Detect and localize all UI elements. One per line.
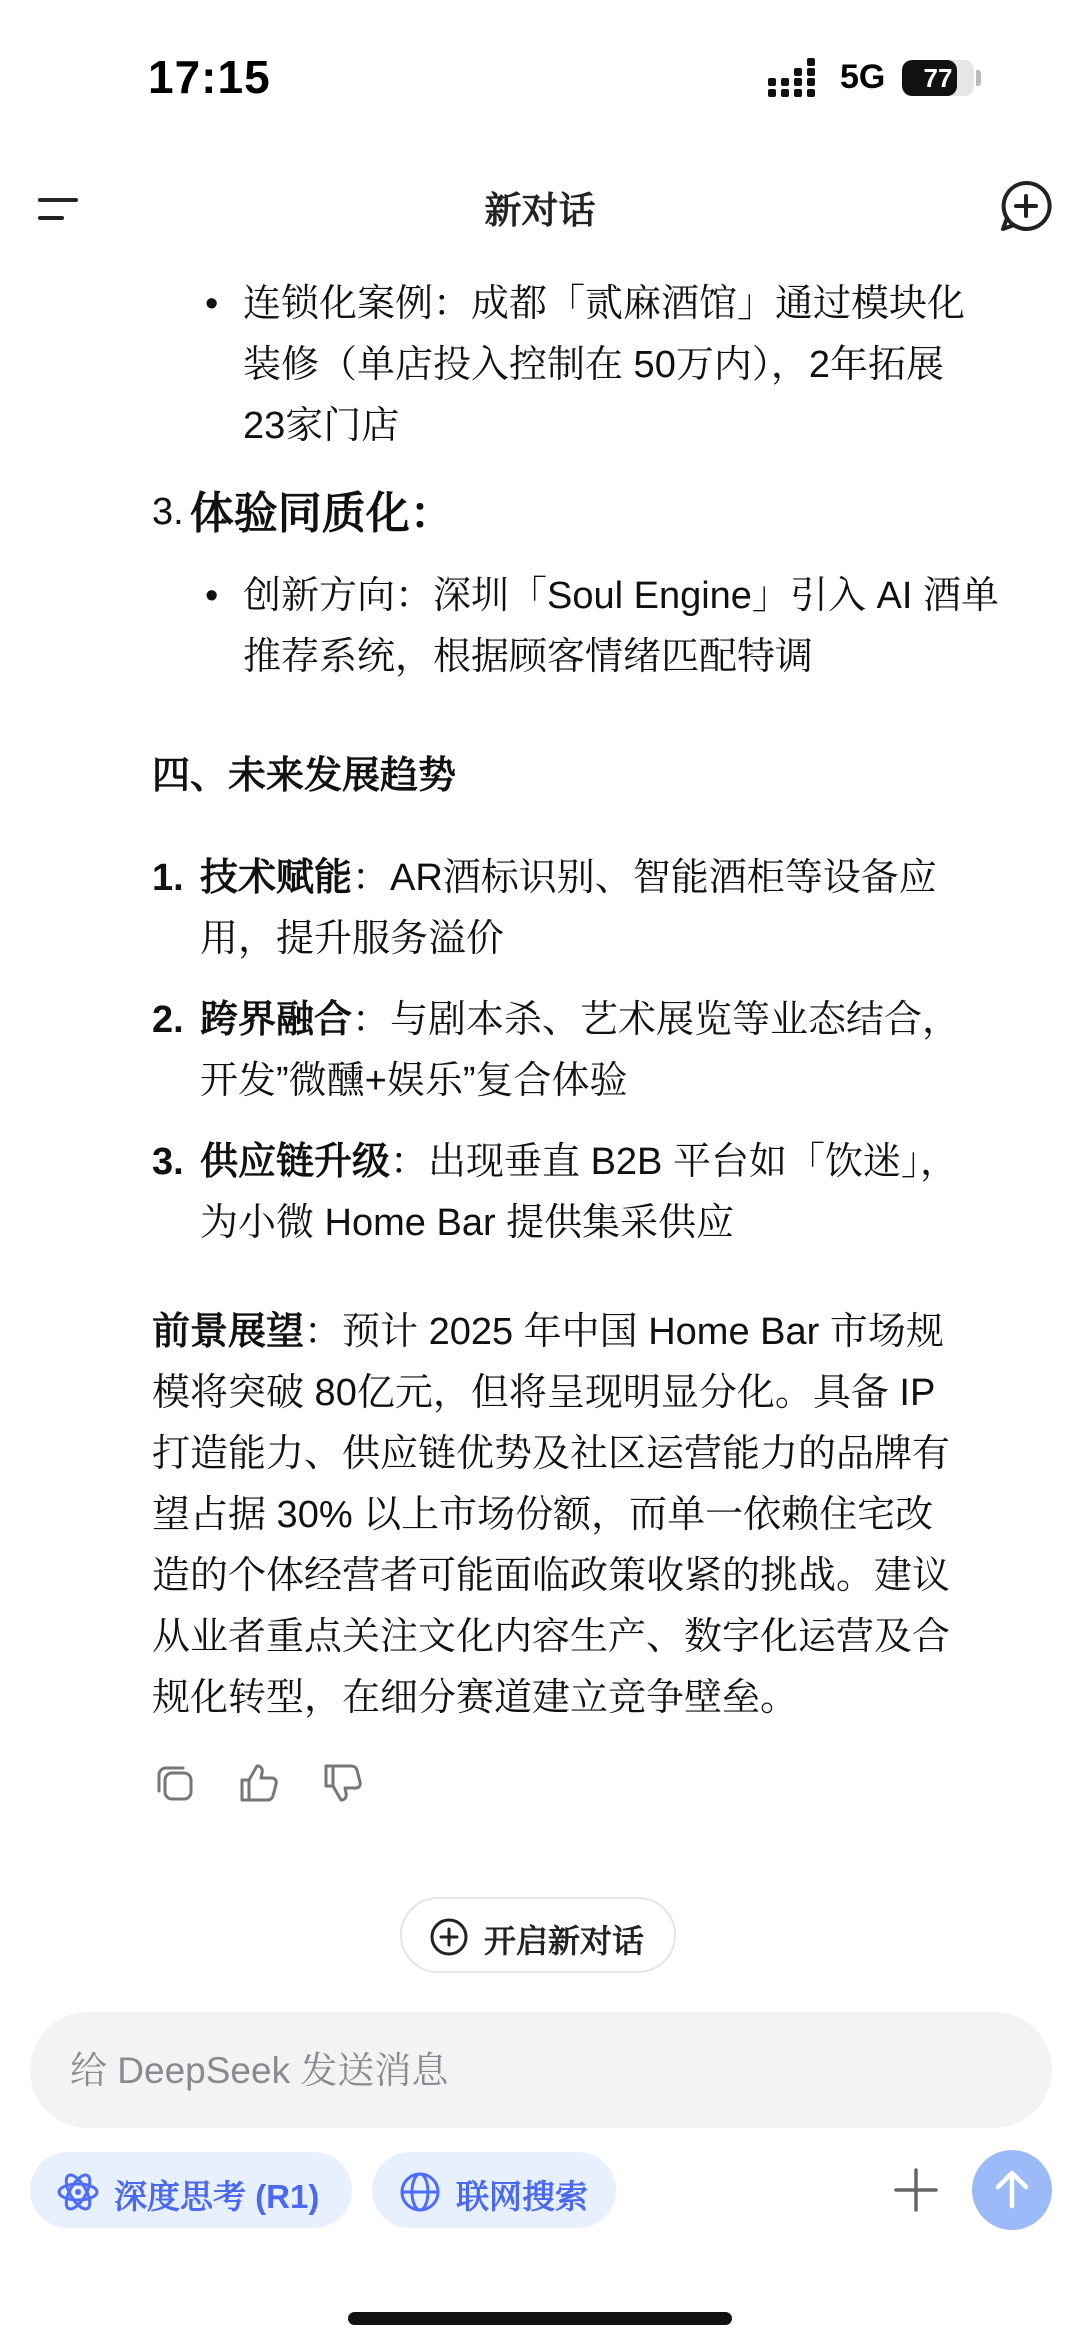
atom-icon: [56, 2170, 100, 2214]
chain-case-line2: 装修（单店投入控制在 50万内），2年拓展: [243, 344, 944, 386]
outlook-line: 打造能力、供应链优势及社区运营能力的品牌有: [152, 1433, 951, 1475]
thumbs-down-icon[interactable]: [320, 1760, 366, 1806]
copy-icon[interactable]: [152, 1760, 198, 1806]
outlook-label: 前景展望: [152, 1311, 305, 1353]
web-search-label: 联网搜索: [456, 2178, 588, 2215]
chain-case-label: 连锁化案例：: [243, 283, 472, 325]
status-bar: [0, 0, 1080, 160]
trend-number: 2.: [152, 999, 184, 1041]
chain-case-line1: 成都「贰麻酒馆」通过模块化: [471, 283, 966, 325]
trend-number: 1.: [152, 857, 184, 899]
outlook-line: 从业者重点关注文化内容生产、数字化运营及合: [152, 1616, 951, 1658]
section-heading-trends: 四、未来发展趋势: [152, 755, 457, 797]
outlook-paragraph: [152, 1302, 1032, 1729]
heading-title: 体验同质化：: [189, 489, 454, 538]
bullet-innovation: [205, 566, 1080, 688]
start-new-chat-label: 开启新对话: [484, 1923, 645, 1959]
trend-item: [152, 990, 1032, 1112]
innovation-line1: 创新方向：深圳「Soul Engine」引入 AI 酒单: [243, 575, 999, 617]
trend-title: 供应链升级: [200, 1141, 391, 1183]
trend-text1: ：与剧本杀、艺术展览等业态结合，: [352, 999, 961, 1041]
home-indicator: [348, 2312, 732, 2325]
arrow-up-icon: [988, 2166, 1036, 2214]
chain-case-line3: 23家门店: [243, 405, 400, 447]
trend-text1: ：出现垂直 B2B 平台如「饮迷」，: [390, 1141, 958, 1183]
globe-icon: [398, 2170, 442, 2214]
battery-percent: 77: [923, 63, 953, 93]
innovation-line2: 推荐系统，根据顾客情绪匹配特调: [243, 636, 814, 678]
new-chat-icon[interactable]: [998, 178, 1054, 234]
web-search-toggle[interactable]: [372, 2152, 616, 2228]
network-type: 5G: [840, 58, 886, 96]
trend-item: [152, 1132, 1032, 1254]
battery-tip: [976, 70, 981, 86]
heading-number: 3.: [152, 491, 184, 533]
trend-title: 跨界融合: [200, 999, 353, 1041]
status-time: 17:15: [148, 51, 271, 103]
signal-icon: [768, 58, 830, 98]
deep-think-label: 深度思考 (R1): [114, 2178, 320, 2215]
trend-number: 3.: [152, 1141, 184, 1183]
send-button[interactable]: [972, 2150, 1052, 2230]
trend-item: [152, 848, 1032, 970]
trend-text2: 用，提升服务溢价: [200, 918, 505, 960]
start-new-chat-button[interactable]: [400, 1897, 676, 1973]
deep-think-toggle[interactable]: [30, 2152, 352, 2228]
message-input[interactable]: [68, 2040, 972, 2102]
top-nav: [0, 160, 1080, 260]
trend-text1: ：AR酒标识别、智能酒柜等设备应: [352, 857, 937, 899]
thumbs-up-icon[interactable]: [236, 1760, 282, 1806]
message-composer: [30, 2012, 1052, 2128]
heading-experience: [152, 482, 454, 544]
bullet-chain-case: [205, 274, 1080, 457]
outlook-line: ：预计 2025 年中国 Home Bar 市场规: [304, 1311, 944, 1353]
trend-text2: 开发”微醺+娱乐”复合体验: [200, 1060, 628, 1102]
new-chat-bubble-icon: [428, 1917, 470, 1959]
outlook-line: 模将突破 80亿元，但将呈现明显分化。具备 IP: [152, 1372, 936, 1414]
page-title: 新对话: [484, 190, 596, 231]
trend-text2: 为小微 Home Bar 提供集采供应: [200, 1202, 735, 1244]
battery-icon: [902, 60, 974, 96]
outlook-line: 望占据 30% 以上市场份额，而单一依赖住宅改: [152, 1494, 934, 1536]
trend-title: 技术赋能: [200, 857, 353, 899]
outlook-line: 规化转型，在细分赛道建立竞争壁垒。: [152, 1677, 799, 1719]
outlook-line: 造的个体经营者可能面临政策收紧的挑战。建议: [152, 1555, 951, 1597]
add-attachment-icon[interactable]: [886, 2160, 946, 2220]
